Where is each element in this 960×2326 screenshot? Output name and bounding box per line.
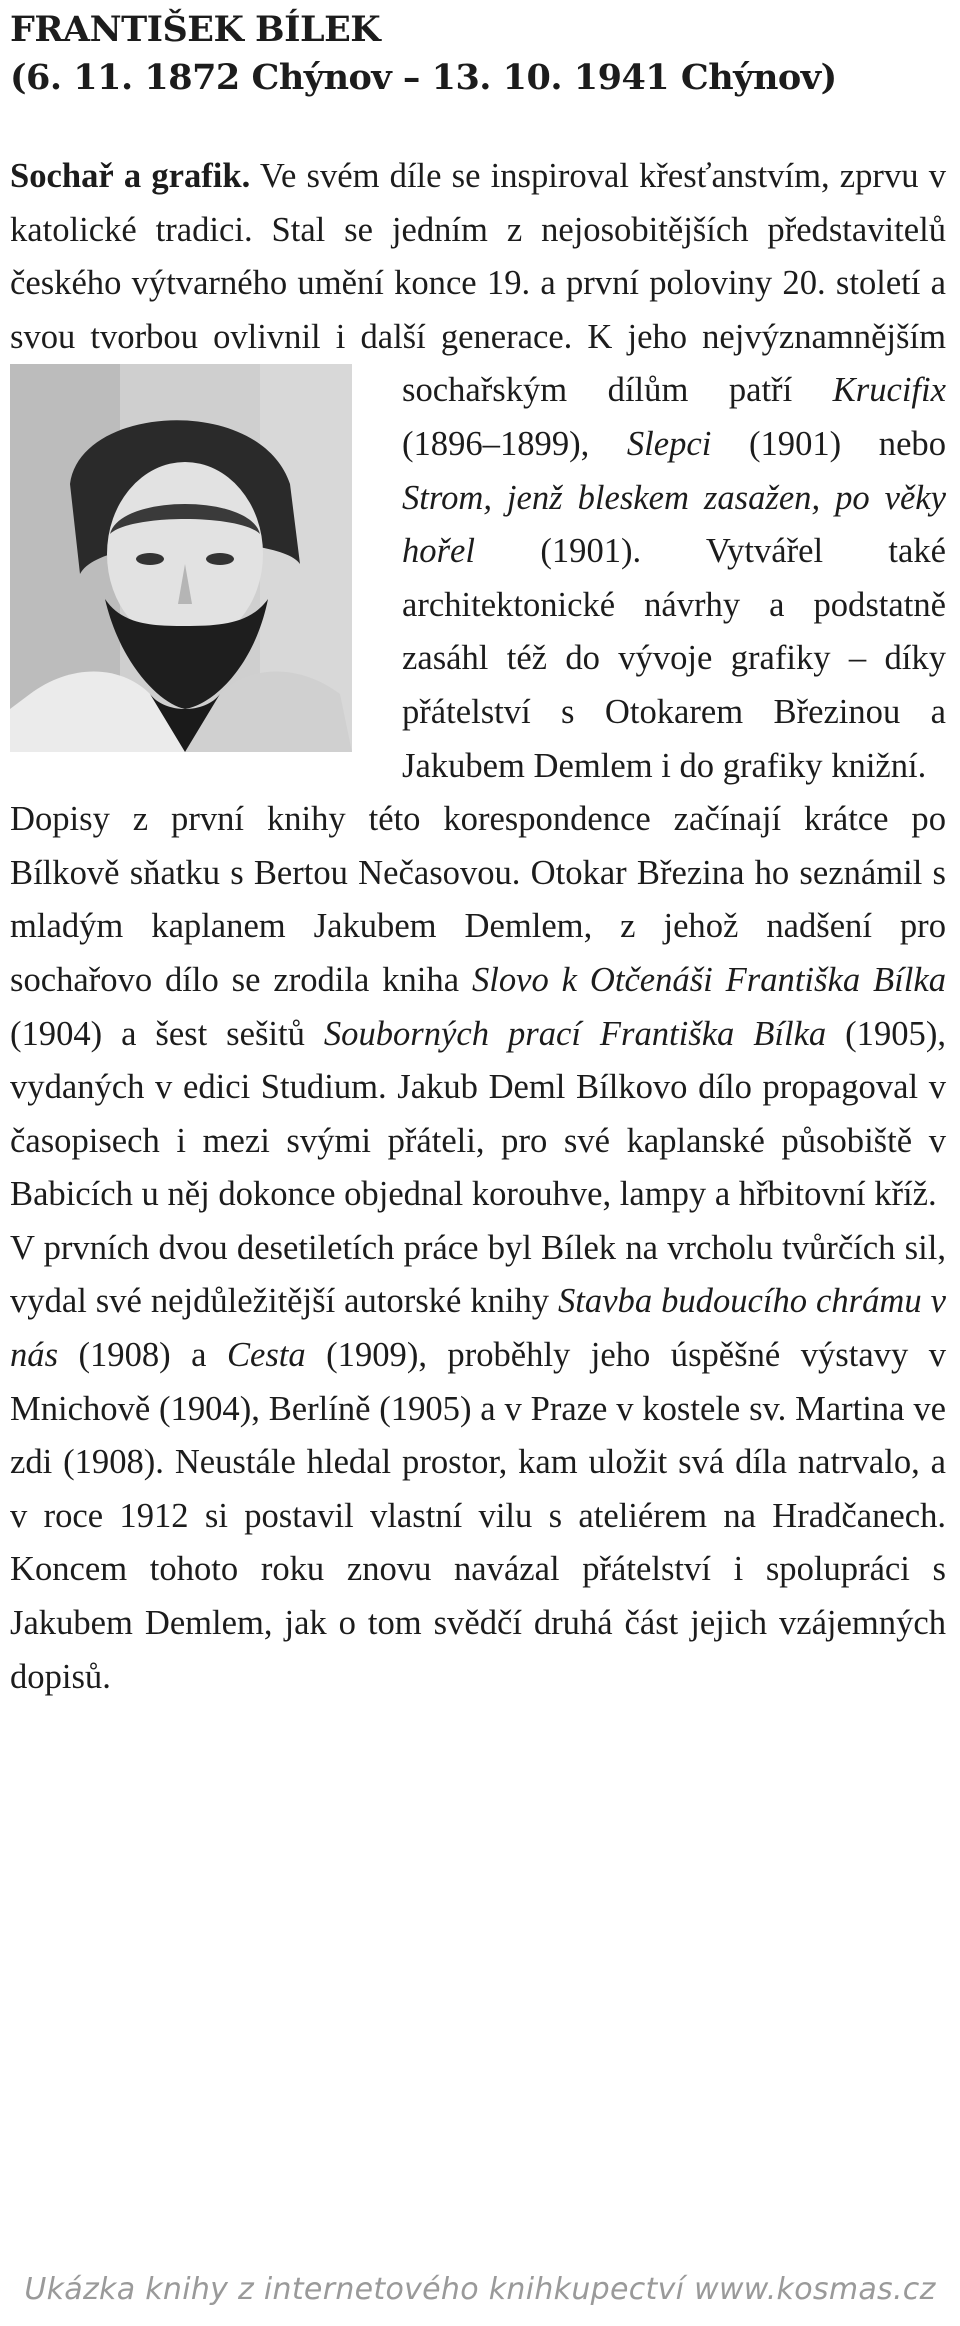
work-title-strom: Strom, jenž bleskem zasažen, po věky hořel [402, 478, 946, 571]
work-title-krucifix: Krucifix [832, 371, 946, 410]
paragraph-career: V prvních dvou desetiletích práce byl Bílek na vrcholu tvůrčích sil, vydal své nejdůležitější autorské knihy Stavba budoucího chrámu v nás (1908) a Cesta (1909), proběhly jeho úspěšné výstavy v Mnichově (1904), Berlíně (1905) a v Praze v kostele sv. Martina ve zdi (1908). Neustále hledal prostor, kam uložit svá díla natrvalo, a v roce 1912 si postavil vlastní vilu s ateliérem na Hradčanech. Koncem tohoto roku znovu navázal přátelství i spolupráci s Jakubem Demlem, jak o tom svědčí druhá část jejich vzájemných dopisů. [10, 1228, 947, 1696]
watermark-footer: Ukázka knihy z internetového knihkupectví www.kosmas.cz [24, 2272, 936, 2307]
life-dates: (6. 11. 1872 Chýnov – 13. 10. 1941 Chýnov) [10, 57, 837, 98]
book-page [10, 6, 946, 1704]
biography-heading [10, 6, 946, 102]
biography-body [10, 150, 946, 1704]
paragraph-correspondence: Dopisy z první knihy této korespondence začínají krátce po Bílkově sňatku s Bertou Nečasovou. Otokar Březina ho seznámil s mladým kaplanem Jakubem Demlem, z jehož nadšení pro sochařovo dílo se zrodila kniha Slovo k Otčenáši Františka Bílka (1904) a šest sešitů Souborných prací Františka Bílka (1905), vydaných v edici Studium. Jakub Deml Bílkovo dílo propagoval v časopisech i mezi svými přáteli, pro své kaplanské působiště v Babicích u něj dokonce objednal korouhve, lampy a hřbitovní kříž. [10, 800, 946, 1214]
book-title-stavba: Stavba budoucího chrámu v nás [10, 1282, 946, 1375]
portrait-photo [10, 364, 352, 752]
book-title-slovo: Slovo k Otčenáši Františka Bílka [471, 960, 946, 999]
book-title-cesta: Cesta [226, 1336, 306, 1375]
book-title-souborne-prace: Souborných prací Františka Bílka [323, 1014, 827, 1053]
lead-phrase: Sochař a grafik. [10, 157, 251, 195]
person-name: FRANTIŠEK BÍLEK [10, 9, 381, 50]
work-title-slepci: Slepci [626, 424, 712, 463]
paragraph-intro: Sochař a grafik. Ve svém díle se inspiroval křesťanstvím, zprvu v katolické tradici. Stal se jedním z nejosobitějších představitelů českého výtvarného umění konce 19. a první poloviny 20. století a svou tvorbou ovlivnil i další generace. K jeho nejvýznamnějším sochařským dílům patří Krucifix (1896–1899), Slepci (1901) nebo Strom, jenž bleskem zasažen, po věky hořel (1901). Vytvářel také architektonické návrhy a podstatně zasáhl též do vývoje grafiky – díky přátelství s Otokarem Březinou a Jakubem Demlem i do grafiky knižní. [10, 157, 946, 785]
